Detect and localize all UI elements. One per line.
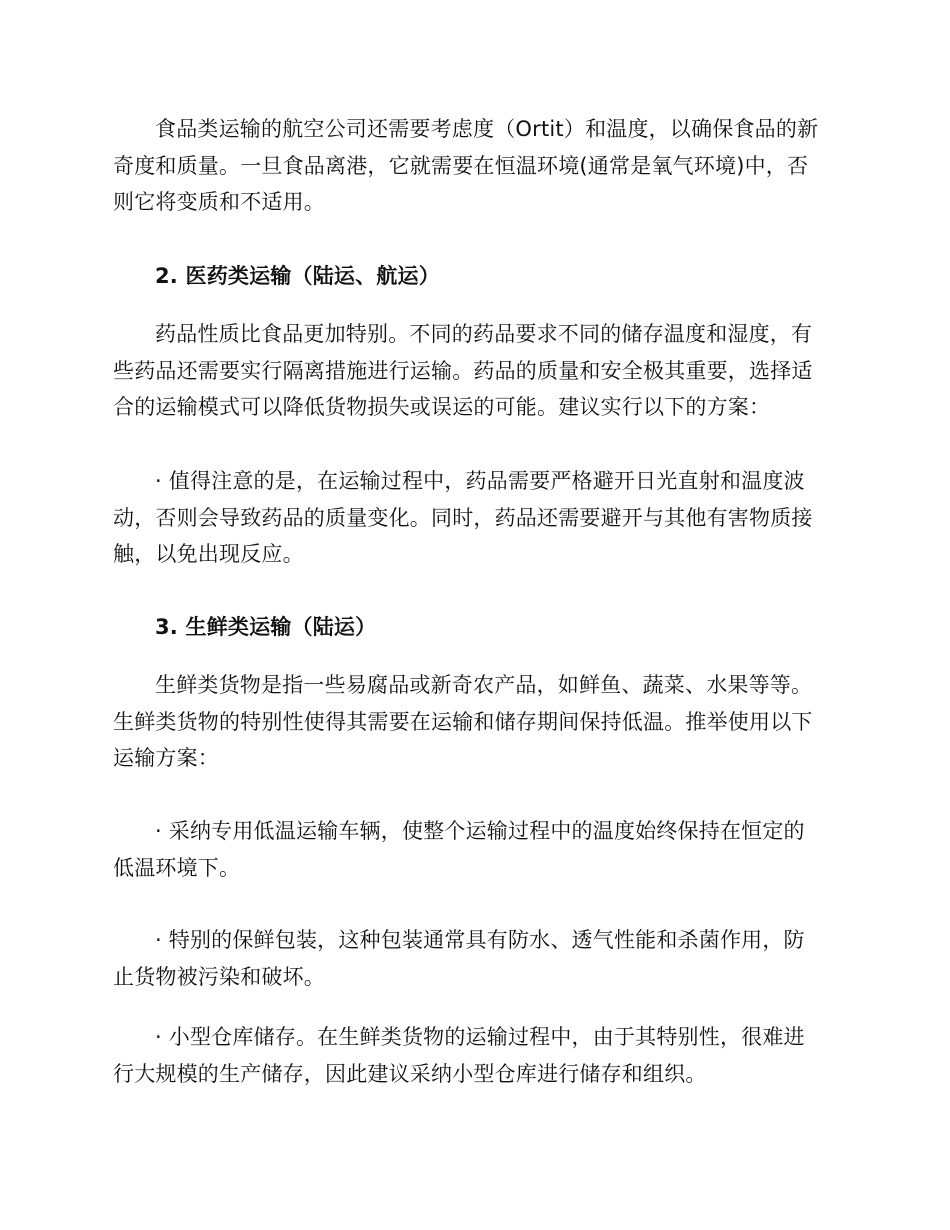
paragraph-line: 些药品还需要实行隔离措施进行运输。药品的质量和安全极其重要，选择适: [113, 358, 813, 383]
paragraph-line: 奇度和质量。一旦食品离港，它就需要在恒温环境(通常是氧气环境)中，否: [113, 153, 809, 178]
paragraph-line: · 采纳专用低温运输车辆，使整个运输过程中的温度始终保持在恒定的: [155, 819, 805, 843]
paragraph-line: 行大规模的生产储存，因此建议采纳小型仓库进行储存和组织。: [113, 1061, 707, 1086]
paragraph-line: 触，以免出现反应。: [113, 542, 304, 566]
paragraph-line: 生鲜类货物是指一些易腐品或新奇农产品，如鲜鱼、蔬菜、水果等等。: [155, 673, 813, 697]
paragraph-line: · 小型仓库储存。在生鲜类货物的运输过程中，由于其特别性，很难进: [155, 1025, 805, 1049]
paragraph-line: · 特别的保鲜包装，这种包装通常具有防水、透气性能和杀菌作用，防: [155, 928, 805, 952]
paragraph-fresh-goods: [113, 667, 833, 777]
paragraph-line: 食品类运输的航空公司还需要考虑度（Ortit）和温度，以确保食品的新: [155, 117, 819, 141]
paragraph-food-airline: [113, 111, 833, 221]
bullet-fresh-warehouse: [113, 1019, 833, 1092]
paragraph-line: 动，否则会导致药品的质量变化。同时，药品还需要避开与其他有害物质接: [113, 505, 813, 530]
paragraph-line: 低温环境下。: [113, 855, 241, 880]
paragraph-line: 止货物被污染和破坏。: [113, 964, 325, 989]
paragraph-line: 药品性质比食品更加特别。不同的药品要求不同的储存温度和湿度，有: [155, 322, 813, 346]
bullet-medicine-storage: [113, 463, 833, 573]
paragraph-line: 运输方案：: [113, 746, 219, 770]
bullet-fresh-vehicles: [113, 813, 833, 886]
section-heading-fresh: 3. 生鲜类运输（陆运）: [155, 615, 377, 639]
bullet-fresh-packaging: [113, 922, 833, 995]
paragraph-line: 则它将变质和不适用。: [113, 190, 325, 214]
paragraph-line: 生鲜类货物的特别性使得其需要在运输和储存期间保持低温。推举使用以下: [113, 709, 813, 734]
paragraph-medicine: [113, 316, 833, 426]
paragraph-line: · 值得注意的是，在运输过程中，药品需要严格避开日光直射和温度波: [155, 469, 805, 493]
paragraph-line: 合的运输模式可以降低货物损失或误运的可能。建议实行以下的方案：: [113, 395, 771, 419]
section-heading-medicine: 2. 医药类运输（陆运、航运）: [155, 264, 440, 288]
